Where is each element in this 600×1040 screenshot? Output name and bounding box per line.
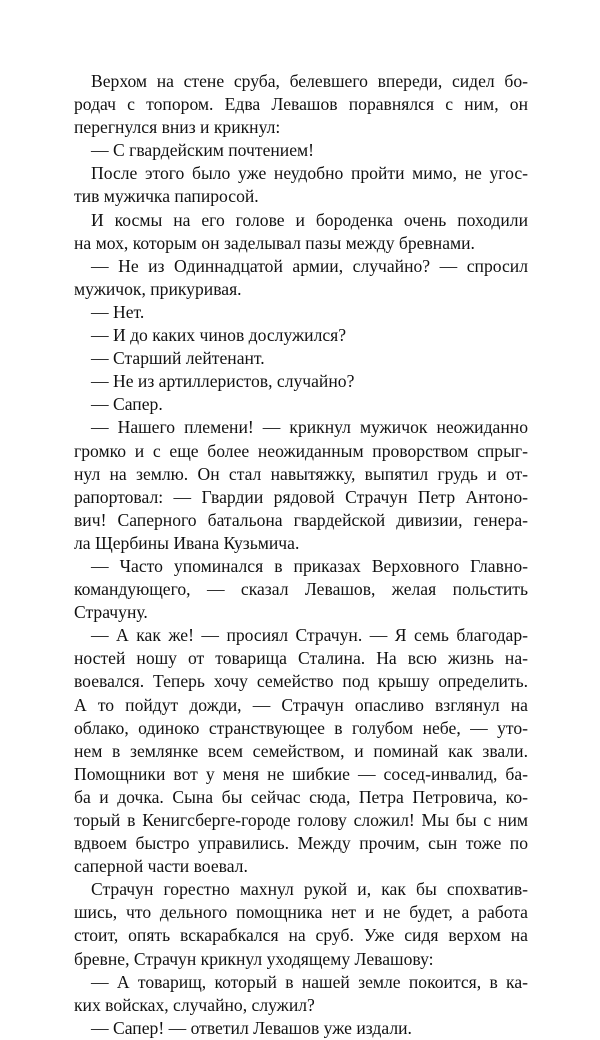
- text-line: — Сапер! — ответил Левашов уже издали.: [91, 1017, 412, 1038]
- text-line: — Нет.: [91, 301, 145, 322]
- text-line: — С гвардейским почтением!: [91, 140, 315, 161]
- text-line: — Нашего племени! — крикнул мужичок неожиданно: [91, 417, 528, 438]
- text-line: И космы на его голове и бороденка очень походили: [91, 209, 528, 230]
- text-line: После этого было уже неудобно пройти мимо, не угос-: [91, 163, 528, 184]
- text-line: нем в землянке всем семейством, и поминай как звали.: [74, 740, 528, 761]
- text-line: вич! Саперного батальона гвардейской дивизии, генера-: [74, 509, 528, 530]
- text-line: торый в Кенигсберге-городе голову сложил! Мы бы с ним: [74, 810, 528, 830]
- text-line: саперной части воевал.: [74, 856, 248, 877]
- text-line: командующего, — сказал Левашов, желая польстить: [74, 579, 528, 600]
- body-text: [74, 70, 528, 1040]
- text-line: нул на землю. Он стал навытяжку, выпятил грудь и от-: [74, 463, 528, 484]
- text-line: А то пойдут дожди, — Страчун опасливо взглянул на: [74, 694, 528, 715]
- text-line: бревне, Страчун крикнул уходящему Левашову:: [74, 948, 434, 969]
- text-line: Помощники вот у меня не шибкие — сосед-инвалид, ба-: [74, 763, 528, 784]
- text-line: шись, что дельного помощника нет и не будет, а работа: [74, 902, 528, 923]
- text-line: тив мужичка папиросой.: [74, 186, 259, 207]
- text-line: мужичок, прикуривая.: [74, 278, 242, 299]
- text-line: — А как же! — просиял Страчун. — Я семь благодар-: [91, 625, 528, 646]
- text-line: перегнулся вниз и крикнул:: [74, 117, 281, 138]
- text-line: ба и дочка. Сына бы сейчас сюда, Петра Петровича, ко-: [74, 786, 528, 807]
- text-line: Страчуну.: [74, 602, 148, 623]
- text-line: — Не из Одиннадцатой армии, случайно? — спросил: [91, 255, 528, 276]
- text-line: — А товарищ, который в нашей земле покоится, в ка-: [91, 971, 528, 992]
- text-line: ких войсках, случайно, служил?: [74, 994, 315, 1015]
- text-line: ла Щербины Ивана Кузьмича.: [74, 532, 300, 553]
- text-line: родач с топором. Едва Левашов поравнялся с ним, он: [74, 94, 528, 115]
- text-line: ностей ношу от товарища Сталина. На всю жизнь на-: [74, 648, 528, 669]
- text-line: громко и с еще более неожиданным проворством спрыг-: [74, 440, 528, 461]
- text-line: рапортовал: — Гвардии рядовой Страчун Петр Антоно-: [74, 486, 528, 507]
- text-line: Страчун горестно махнул рукой и, как бы спохватив-: [91, 879, 528, 900]
- text-line: — Старший лейтенант.: [91, 348, 265, 369]
- text-line: воевался. Теперь хочу семейство под крышу определить.: [74, 671, 528, 692]
- text-line: — Не из артиллеристов, случайно?: [91, 371, 355, 392]
- text-line: Верхом на стене сруба, белевшего впереди, сидел бо-: [91, 71, 528, 91]
- text-line: стоит, опять вскарабкался на сруб. Уже сидя верхом на: [74, 925, 528, 946]
- text-line: вдвоем быстро управились. Между прочим, сын тоже по: [74, 833, 528, 854]
- text-line: на мох, которым он заделывал пазы между бревнами.: [74, 232, 475, 253]
- text-line: облако, одиноко странствующее в голубом небе, — уто-: [74, 717, 528, 738]
- text-line: — И до каких чинов дослужился?: [91, 325, 347, 346]
- text-line: — Часто упоминался в приказах Верховного Главно-: [91, 555, 528, 576]
- text-line: — Сапер.: [91, 394, 163, 415]
